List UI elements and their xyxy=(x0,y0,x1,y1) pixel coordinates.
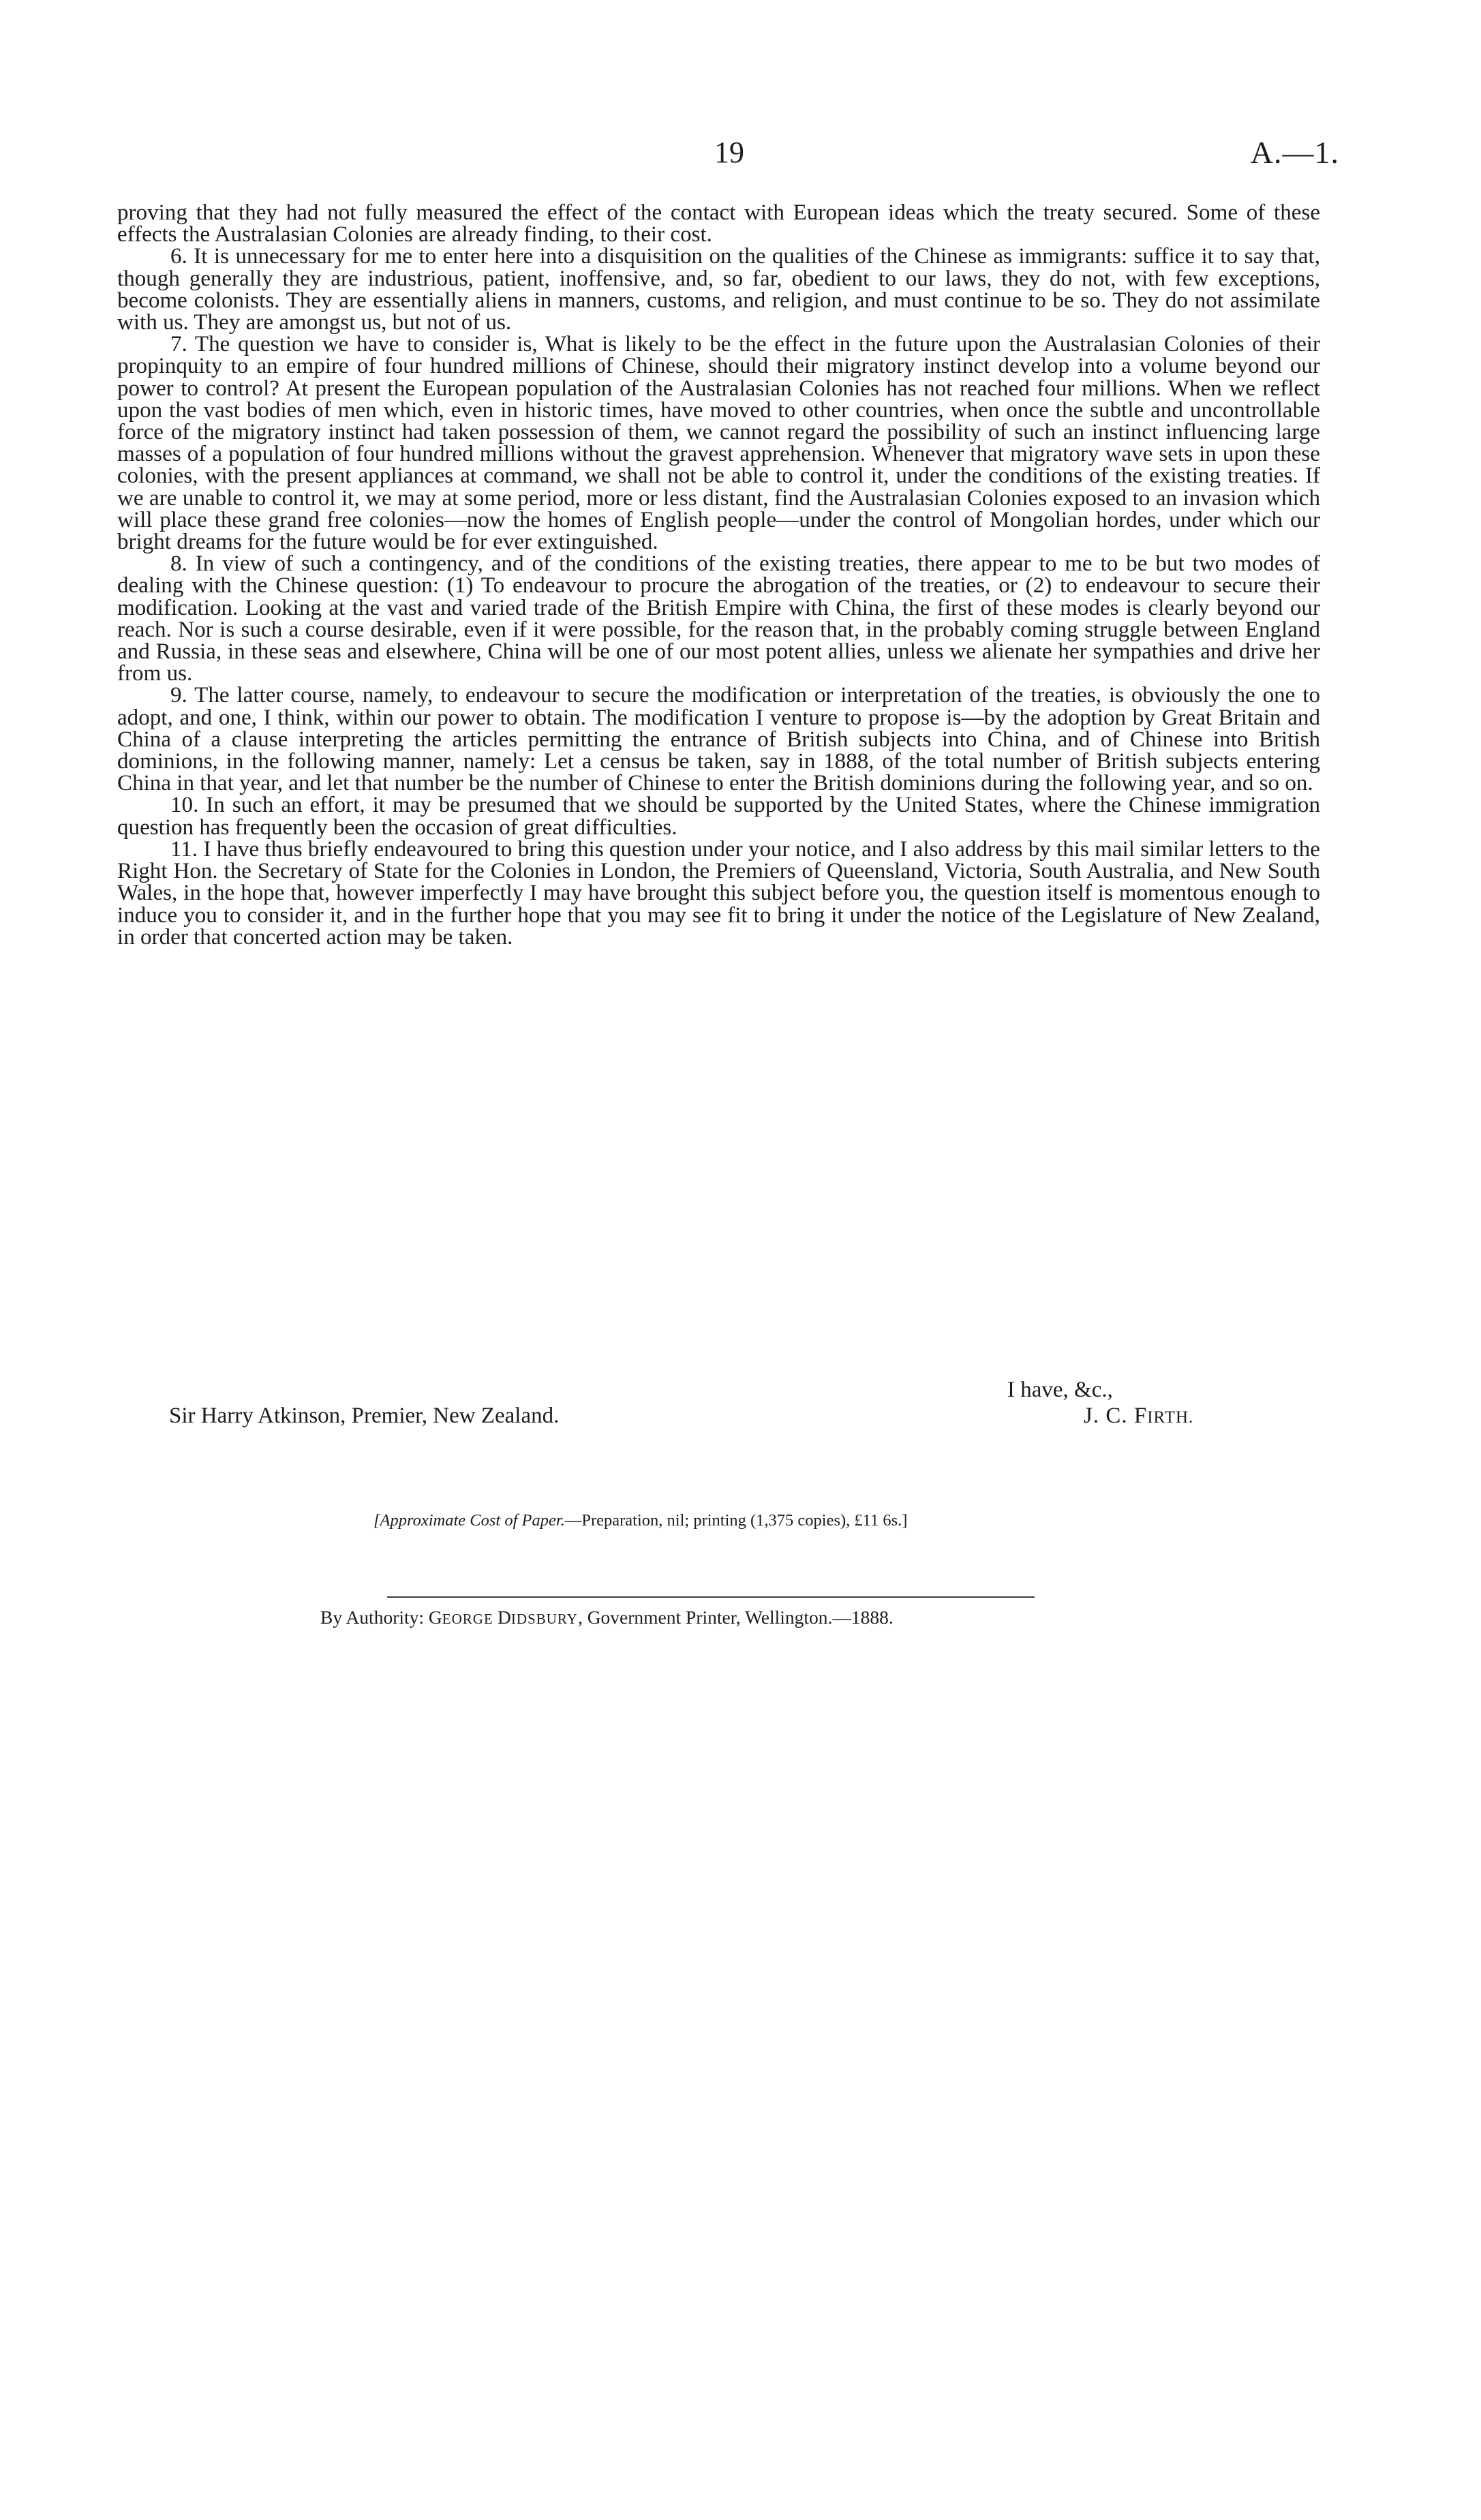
paragraph-7: 7. The question we have to consider is, What is likely to be the effect in the future upon the Australasian Colonies of their propinquity to an empire of four hundred millions of Chinese, should their migratory instinct develop into a volume beyond our power to control? At present the European population of the Australasian Colonies has not reached four millions. When we reflect upon the vast bodies of men which, even in historic times, have moved to other countries, when once the subtle and uncontrollable force of the migratory instinct had taken possession of them, we cannot regard the possibility of such an instinct influencing large masses of a population of four hundred millions without the gravest apprehension. Whenever that migratory wave sets in upon these colonies, with the present appliances at command, we shall not be able to control it, under the conditions of the existing treaties. If we are unable to control it, we may at some period, more or less distant, find the Australasian Colonies exposed to an invasion which will place these grand free colonies—now the homes of English people—under the control of Mongolian hordes, under which our bright dreams for the future would be for ever extinguished. xyxy=(117,332,1320,555)
cost-text: —Preparation, nil; printing (1,375 copies), £11 6s.] xyxy=(564,1511,908,1530)
printer-last-initial: D xyxy=(498,1607,511,1628)
addressee: Sir Harry Atkinson, Premier, New Zealand. xyxy=(169,1403,560,1428)
printer-first-rest: EORGE xyxy=(442,1611,498,1627)
document-reference: A.—1. xyxy=(1250,135,1339,170)
signatory-surname-initial: F xyxy=(1133,1403,1148,1428)
page-number: 19 xyxy=(714,136,744,169)
letter-body xyxy=(117,202,1320,948)
signatory-surname-rest: IRTH. xyxy=(1147,1408,1194,1427)
cost-note xyxy=(373,1511,1082,1531)
cost-label: [Approximate Cost of Paper. xyxy=(373,1511,565,1530)
paragraph-intro: proving that they had not fully measured the effect of the contact with European ideas which the treaty secured. Some of these effects the Australasian Colonies are already finding, to their cost. xyxy=(117,200,1320,247)
paragraph-9: 9. The latter course, namely, to endeavour to secure the modification or interpretation of the treaties, is obviously the one to adopt, and one, I think, within our power to obtain. The modification I venture to propose is—by the adoption by Great Britain and China of a clause interpreting the articles permitting the entrance of British subjects into China, and of Chinese into British dominions, in the following manner, namely: Let a census be taken, say in 1888, of the total number of British subjects entering China in that year, and let that number be the number of Chinese to enter the British dominions during the following year, and so on. xyxy=(117,683,1320,796)
paragraph-10: 10. In such an effort, it may be presumed that we should be supported by the United States, where the Chinese immigration question has frequently been the occasion of great difficulties. xyxy=(117,793,1320,840)
signatory xyxy=(1084,1404,1193,1429)
printer-last-rest: IDSBURY xyxy=(510,1611,578,1627)
paragraph-8: 8. In view of such a contingency, and of the conditions of the existing treaties, there appear to me to be but two modes of dealing with the Chinese question: (1) To endeavour to procure the abrogation of the treaties, or (2) to endeavour to secure their modification. Looking at the vast and varied trade of the British Empire with China, the first of these modes is clearly beyond our reach. Nor is such a course desirable, even if it were possible, for the reason that, in the probably coming struggle between England and Russia, in these seas and elsewhere, China will be one of our most potent allies, unless we alienate her sympathies and drive her from us. xyxy=(117,551,1320,686)
printer-first-initial: G xyxy=(428,1607,442,1628)
paragraph-11: 11. I have thus briefly endeavoured to bring this question under your notice, and I also address by this mail similar letters to the Right Hon. the Secretary of State for the Colonies in London, the Premiers of Queensland, Victoria, South Australia, and New South Wales, in the hope that, however imperfectly I may have brought this subject before you, the question itself is momentous enough to induce you to consider it, and in the further hope that you may see fit to bring it under the notice of the Legislature of New Zealand, in order that concerted action may be taken. xyxy=(117,836,1320,950)
imprint-prefix: By Authority: xyxy=(320,1607,429,1628)
imprint-suffix: , Government Printer, Wellington.—1888. xyxy=(577,1607,894,1628)
printer-imprint xyxy=(320,1606,1138,1630)
signatory-initials: J. C. xyxy=(1084,1403,1134,1428)
closing-salutation: I have, &c., xyxy=(1007,1378,1113,1402)
footer-divider xyxy=(387,1596,1035,1598)
paragraph-6: 6. It is unnecessary for me to enter here into a disquisition on the qualities of the Chinese as immigrants: suffice it to say that, though generally they are industrious, patient, inoffensive, and, so far, obedient to our laws, they do not, with few exceptions, become colonists. They are essentially aliens in manners, customs, and religion, and must continue to be so. They do not assimilate with us. They are amongst us, but not of us. xyxy=(117,244,1320,335)
